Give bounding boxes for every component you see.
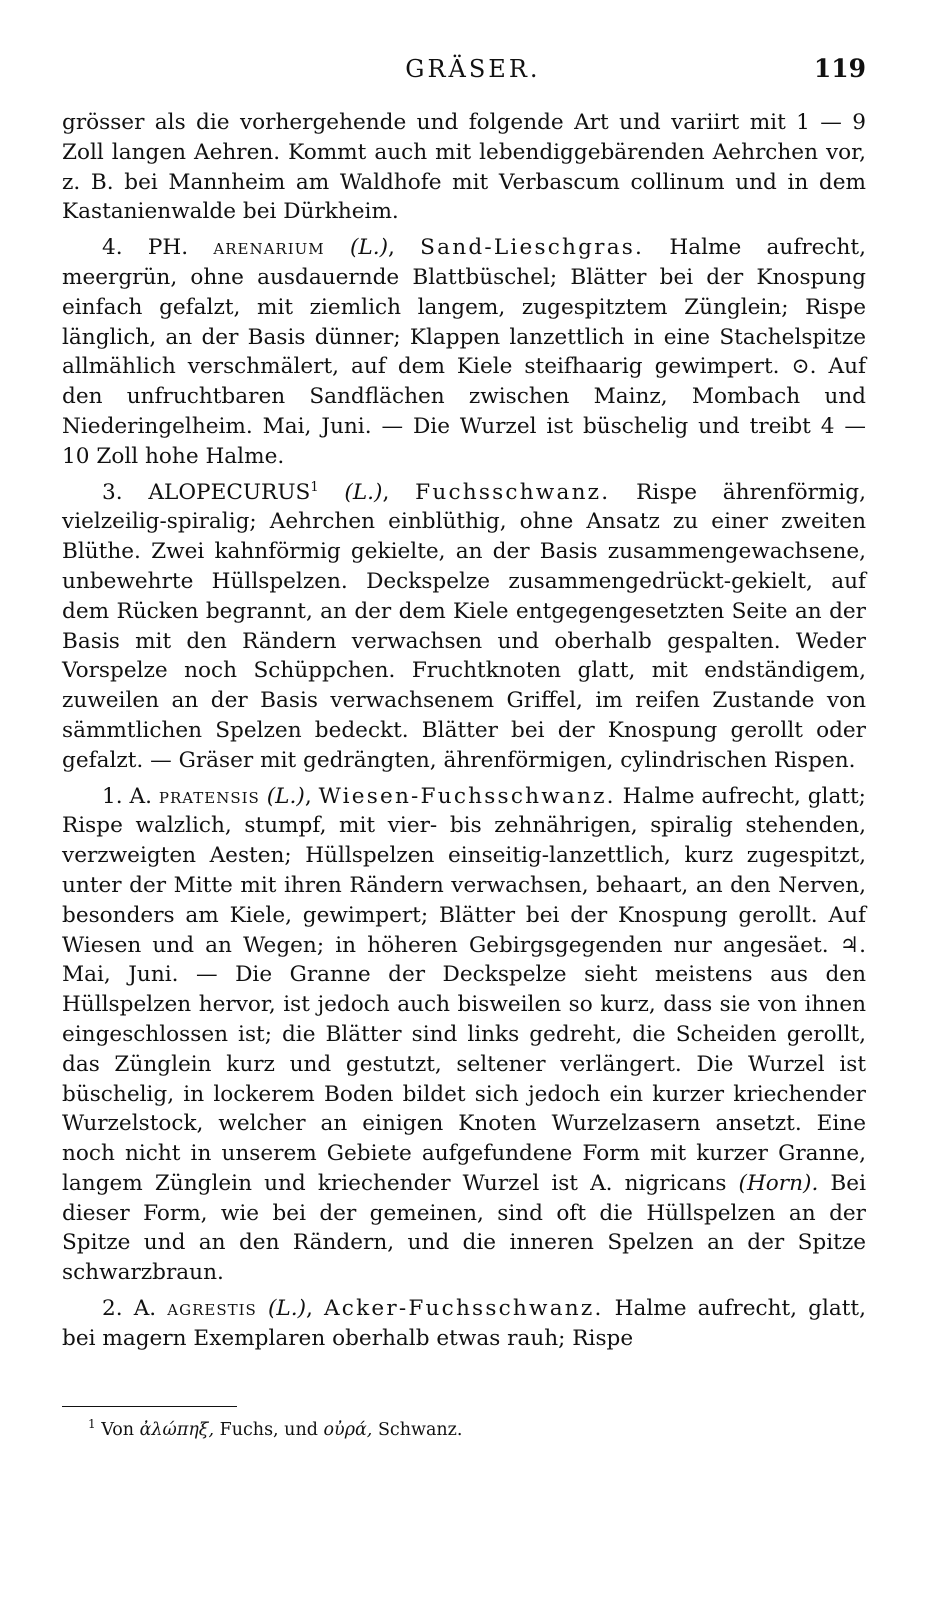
species-author: (L.)	[266, 783, 305, 809]
page-body	[62, 108, 866, 1354]
footnote-text: Schwanz.	[377, 1420, 463, 1440]
entry-number: 4. PH.	[102, 235, 189, 261]
separator-comma: ,	[306, 1296, 313, 1322]
species-author: (L.)	[349, 235, 388, 261]
separator-comma: ,	[304, 783, 312, 809]
entry-description: Halme aufrecht, glatt, bei magern Exemplaren oberhalb etwas rauh; Rispe	[62, 1296, 866, 1351]
genus-author: (L.)	[344, 479, 383, 505]
footnote	[62, 1418, 866, 1442]
page-number: 119	[813, 54, 866, 83]
species-name: agrestis	[167, 1296, 257, 1322]
entry-description: Halme aufrecht, meergrün, ohne ausdauernde Blattbüschel; Blätter bei der Knospung einfach gefalzt, mit ziemlich langem, zugespitztem Zünglein; Rispe länglich, an der Basis dünner; Klappen lanzettlich in eine Stachelspitze allmählich verschmälert, auf dem Kiele steifhaarig gewimpert. ⊙. Auf den unfruchtbaren Sandflächen zwischen Mainz, Mombach und Niederingelheim. Mai, Juni. — Die Wurzel ist büschelig und treibt 4 — 10 Zoll hohe Halme.	[62, 235, 866, 469]
footnote-greek-word: οὐρά,	[323, 1420, 373, 1440]
entry-alopecurus-pratensis	[62, 782, 866, 1289]
form-author: (Horn).	[738, 1170, 819, 1196]
entry-number: 1. A.	[102, 783, 152, 809]
paragraph-text: grösser als die vorhergehende und folgende Art und variirt mit 1 — 9 Zoll langen Aehren. Kommt auch mit lebendiggebärenden Aehrchen vor, z. B. bei Mannheim am Waldhofe mit Verbascum collinum und in dem Kastanienwalde bei Dürkheim.	[62, 110, 866, 225]
entry-alopecurus-agrestis	[62, 1294, 866, 1354]
separator-comma: ,	[382, 479, 390, 505]
common-name: Fuchsschwanz.	[415, 479, 611, 505]
entry-phleum-arenarium	[62, 233, 866, 471]
footnote-reference: 1	[310, 479, 319, 495]
common-name: Acker-Fuchsschwanz.	[323, 1296, 604, 1322]
entry-number: 2. A.	[102, 1296, 157, 1322]
common-name: Sand-Lieschgras.	[420, 235, 645, 261]
common-name: Wiesen-Fuchsschwanz.	[318, 783, 616, 809]
footnote-mark: 1	[88, 1417, 96, 1432]
entry-description-continued: Bei dieser Form, wie bei der gemeinen, sind oft die Hüllspelzen an der Spitze und an den Rändern, und die inneren Spelzen an der Spitze schwarzbraun.	[62, 1170, 866, 1286]
species-name: pratensis	[158, 783, 260, 809]
running-title: GRÄSER.	[405, 55, 541, 83]
footnote-divider	[62, 1406, 237, 1407]
footnote-greek-word: ἀλώπηξ,	[139, 1420, 215, 1440]
footnote-text: Von	[101, 1420, 135, 1440]
entry-description: Rispe ährenförmig, vielzeilig-spiralig; Aehrchen einblüthig, ohne Ansatz zu einer zweiten Blüthe. Zwei kahnförmig gekielte, an der Basis zusammengewachsene, unbewehrte Hüllspelzen. Deckspelze zusammengedrückt-gekielt, auf dem Rücken begrannt, an der dem Kiele entgegengesetzten Seite an der Basis mit den Rändern verwachsen und oberhalb gespalten. Weder Vorspelze noch Schüppchen. Fruchtknoten glatt, mit endständigem, zuweilen an der Basis verwachsenem Griffel, im reifen Zustande von sämmtlichen Spelzen bedeckt. Blätter bei der Knospung gerollt oder gefalzt. — Gräser mit gedrängten, ährenförmigen, cylindrischen Rispen.	[62, 479, 866, 773]
entry-number: 3. ALOPECURUS	[102, 479, 311, 505]
entry-description: Halme aufrecht, glatt; Rispe walzlich, stumpf, mit vier- bis zehnährigen, spiralig stehenden, verzweigten Aesten; Hüllspelzen einseitig-lanzettlich, kurz zugespitzt, unter der Mitte mit ihren Rändern verwachsen, behaart, an den Nerven, besonders am Kiele, gewimpert; Blätter bei der Knospung gerollt. Auf Wiesen und an Wegen; in höheren Gebirgsgegenden nur angesäet. ♃. Mai, Juni. — Die Granne der Deckspelze sieht meistens aus den Hüllspelzen hervor, ist jedoch auch bisweilen so kurz, dass sie von ihnen eingeschlossen ist; die Blätter sind links gedreht, die Scheiden gerollt, das Zünglein kurz und gestutzt, seltener verlängert. Die Wurzel ist büschelig, in lockerem Boden bildet sich jedoch ein kurzer kriechender Wurzelstock, welcher an einigen Knoten Wurzelzasern ansetzt. Eine noch nicht in unserem Gebiete aufgefundene Form mit kurzer Granne, langem Zünglein und kriechender Wurzel ist A. nigricans	[62, 783, 866, 1196]
separator-comma: ,	[388, 235, 395, 261]
species-author: (L.)	[267, 1296, 306, 1322]
page-header	[62, 54, 866, 98]
entry-genus-alopecurus	[62, 478, 866, 776]
paragraph-continuation	[62, 108, 866, 227]
footnote-text: Fuchs, und	[219, 1420, 318, 1440]
species-name: arenarium	[213, 235, 325, 261]
